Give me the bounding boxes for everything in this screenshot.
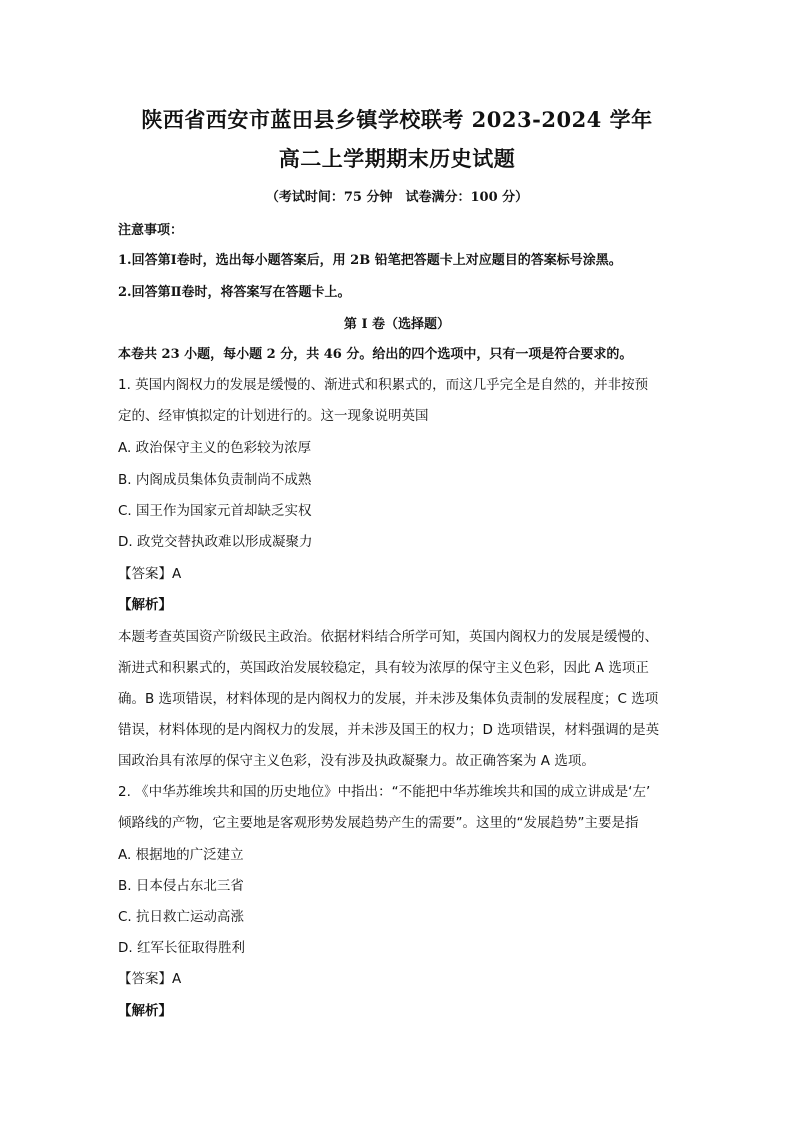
q1-analysis-line-1: 本题考查英国资产阶级民主政治。依据材料结合所学可知，英国内阁权力的发展是缓慢的、 <box>118 629 658 645</box>
notes-item-1: 1.回答第Ⅰ卷时，选出每小题答案后，用 2B 铅笔把答题卡上对应题目的答案标号涂黑。 <box>118 253 622 268</box>
notes-item-2: 2.回答第Ⅱ卷时，将答案写在答题卡上。 <box>118 285 351 300</box>
q1-analysis-line-5: 国政治具有浓厚的保守主义色彩，没有涉及执政凝聚力。故正确答案为 A 选项。 <box>118 753 595 769</box>
section-title: 第 I 卷（选择题） <box>343 317 451 332</box>
q1-stem-line-1: 1. 英国内阁权力的发展是缓慢的、渐进式和积累式的，而这几乎完全是自然的，并非按预 <box>118 377 649 393</box>
q1-option-b: B. 内阁成员集体负责制尚不成熟 <box>118 472 312 488</box>
q1-analysis-label: 【解析】 <box>118 597 172 613</box>
notes-heading: 注意事项： <box>118 223 184 238</box>
q2-stem-line-1: 2. 《中华苏维埃共和国的历史地位》中指出：“不能把中华苏维埃共和国的成立讲成是‘左’ <box>118 784 651 800</box>
title-line-1: 陕西省西安市蓝田县乡镇学校联考 2023-2024 学年 <box>141 107 653 132</box>
section-intro: 本卷共 23 小题，每小题 2 分，共 46 分。给出的四个选项中，只有一项是符合要求的。 <box>118 347 633 362</box>
q2-option-d: D. 红军长征取得胜利 <box>118 940 245 956</box>
q1-analysis-line-3: 确。B 选项错误，材料体现的是内阁权力的发展，并未涉及集体负责制的发展程度；C 选项 <box>118 691 659 707</box>
exam-info: （考试时间：75 分钟 试卷满分：100 分） <box>265 190 529 205</box>
title-line-2: 高二上学期期末历史试题 <box>278 146 516 171</box>
q1-analysis-line-2: 渐进式和积累式的，英国政治发展较稳定，具有较为浓厚的保守主义色彩，因此 A 选项正 <box>118 660 649 676</box>
q1-option-a: A. 政治保守主义的色彩较为浓厚 <box>118 440 312 456</box>
q1-stem-line-2: 定的、经审慎拟定的计划进行的。这一现象说明英国 <box>118 408 429 424</box>
q1-option-d: D. 政党交替执政难以形成凝聚力 <box>118 534 313 550</box>
q2-analysis-label: 【解析】 <box>118 1003 172 1019</box>
q1-answer: 【答案】A <box>118 566 182 582</box>
q2-answer: 【答案】A <box>118 971 182 987</box>
q1-option-c: C. 国王作为国家元首却缺乏实权 <box>118 503 312 519</box>
q2-stem-line-2: 倾路线的产物，它主要地是客观形势发展趋势产生的需要”。这里的“发展趋势”主要是指 <box>118 815 639 831</box>
q2-option-b: B. 日本侵占东北三省 <box>118 878 244 894</box>
q2-option-a: A. 根据地的广泛建立 <box>118 847 244 863</box>
q1-analysis-line-4: 错误，材料体现的是内阁权力的发展，并未涉及国王的权力；D 选项错误，材料强调的是英 <box>118 722 660 738</box>
q2-option-c: C. 抗日救亡运动高涨 <box>118 909 245 925</box>
